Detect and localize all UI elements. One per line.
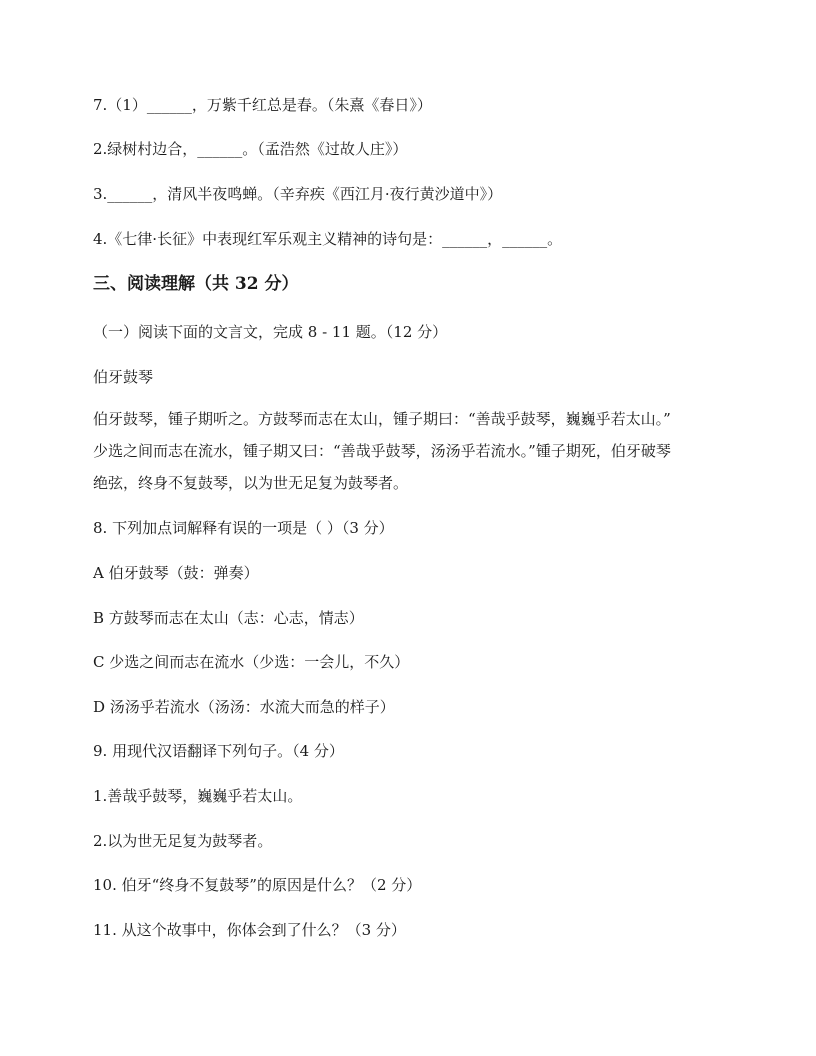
- passage-line: 伯牙鼓琴，锺子期听之。方鼓琴而志在太山，锺子期曰：“善哉乎鼓琴，巍巍乎若太山。”: [93, 410, 671, 428]
- question-9-stem: 9. 用现代汉语翻译下列句子。（4 分）: [93, 742, 344, 760]
- part-one-instruction: （一）阅读下面的文言文，完成 8 - 11 题。（12 分）: [93, 323, 448, 341]
- question-8-option-a: A 伯牙鼓琴（鼓：弹奏）: [93, 564, 259, 582]
- question-10: 10. 伯牙“终身不复鼓琴”的原因是什么？（2 分）: [93, 876, 422, 894]
- question-9-item-2: 2.以为世无足复为鼓琴者。: [93, 832, 273, 850]
- question-8-option-c: C 少选之间而志在流水（少选：一会儿，不久）: [93, 653, 410, 671]
- passage-title: 伯牙鼓琴: [93, 368, 154, 386]
- fill-in-item-3: 3.______，清风半夜鸣蝉。（辛弃疾《西江月·夜行黄沙道中》）: [93, 185, 503, 203]
- fill-in-item-4: 4.《七律·长征》中表现红军乐观主义精神的诗句是：______，______。: [93, 230, 563, 248]
- section-three-title: 三、阅读理解（共 32 分）: [93, 274, 299, 294]
- passage-text: [93, 403, 721, 499]
- question-8-stem: 8. 下列加点词解释有误的一项是（ ）（3 分）: [93, 519, 394, 537]
- question-8-option-b: B 方鼓琴而志在太山（志：心志，情志）: [93, 609, 364, 627]
- fill-in-item-2: 2.绿树村边合，______。（孟浩然《过故人庄》）: [93, 140, 408, 158]
- question-9-item-1: 1.善哉乎鼓琴，巍巍乎若太山。: [93, 787, 303, 805]
- fill-in-item-7-1: 7.（1）______，万紫千红总是春。（朱熹《春日》）: [93, 96, 432, 114]
- question-8-option-d: D 汤汤乎若流水（汤汤：水流大而急的样子）: [93, 698, 395, 716]
- passage-line: 绝弦，终身不复鼓琴，以为世无足复为鼓琴者。: [93, 474, 409, 492]
- passage-line: 少选之间而志在流水，锺子期又曰：“善哉乎鼓琴，汤汤乎若流水。”锺子期死，伯牙破琴: [93, 442, 671, 460]
- question-11: 11. 从这个故事中，你体会到了什么？（3 分）: [93, 921, 406, 939]
